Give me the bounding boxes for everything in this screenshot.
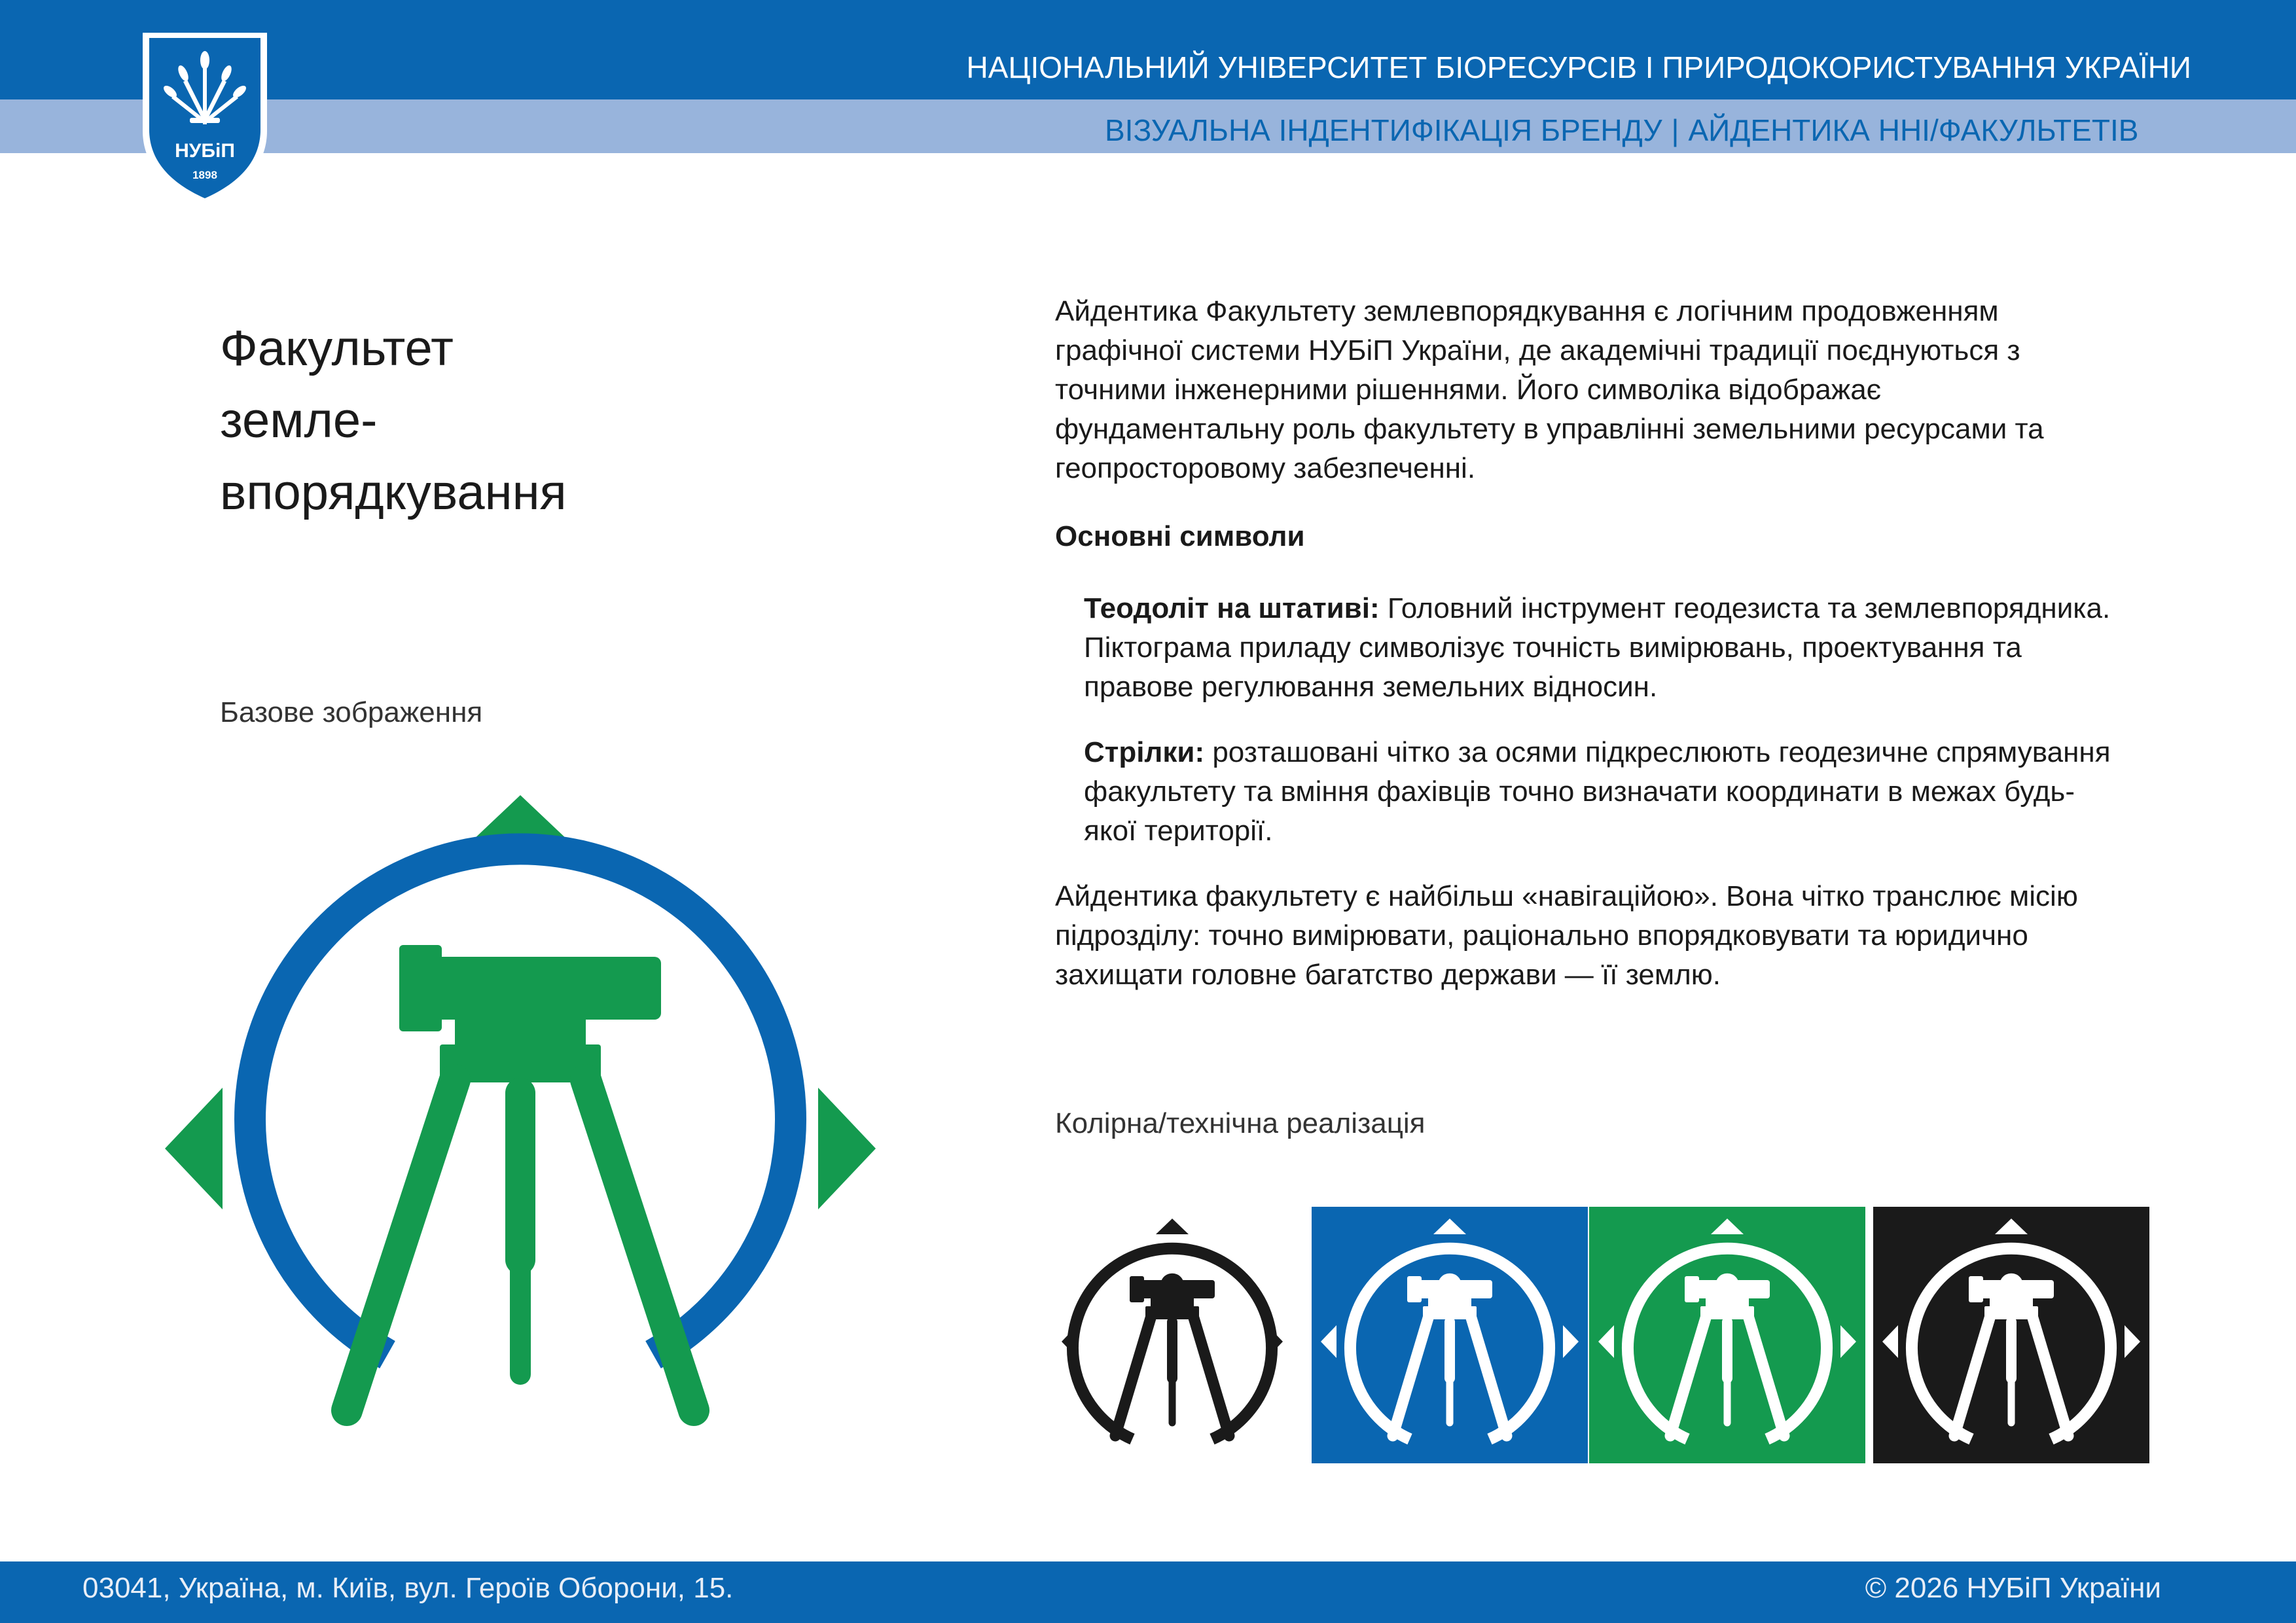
logo-year: 1898 bbox=[192, 169, 217, 181]
breadcrumb-separator: | bbox=[1671, 113, 1679, 147]
emblem-variant-dark bbox=[1873, 1207, 2149, 1463]
footer-address: 03041, Україна, м. Київ, вул. Героїв Оборони, 15. bbox=[82, 1572, 734, 1604]
section-title: ВІЗУАЛЬНА ІНДЕНТИФІКАЦІЯ БРЕНДУ bbox=[1105, 113, 1662, 147]
emblem-variant-blue bbox=[1312, 1207, 1588, 1463]
logo-name: НУБіП bbox=[175, 140, 235, 162]
theodolite-icon bbox=[347, 945, 694, 1410]
faculty-title bbox=[220, 313, 678, 529]
faculty-title-line: Факультет bbox=[220, 321, 454, 376]
emblem-variant-green bbox=[1589, 1207, 1865, 1463]
intro-paragraph: Айдентика Факультету землевпорядкування є логічним продовженням графічної системи НУБіП України, де академічні традиції поєднуються з точними інженерними рішеннями. Його символіка відображає фундаментальну роль факультету в управлінні земельними ресурсами та геопросторовому забезпеченні. bbox=[1055, 295, 2044, 484]
faculty-emblem bbox=[157, 785, 884, 1440]
emblem-black-icon bbox=[1062, 1219, 1283, 1439]
university-logo bbox=[137, 26, 272, 209]
symbol-title: Стрілки: bbox=[1084, 736, 1205, 768]
symbol-title: Теодоліт на штативі: bbox=[1084, 592, 1380, 624]
symbol-item bbox=[1084, 733, 2115, 851]
emblem-variant-black bbox=[1034, 1207, 1310, 1463]
faculty-title-line: впорядкування bbox=[220, 465, 567, 520]
university-title: НАЦІОНАЛЬНИЙ УНІВЕРСИТЕТ БІОРЕСУРСІВ І ПРИРОДОКОРИСТУВАННЯ УКРАЇНИ bbox=[966, 50, 2191, 84]
symbol-item bbox=[1084, 589, 2115, 707]
conclusion-paragraph: Айдентика факультету є найбільш «навігаційою». Вона чітко транслює місію підрозділу: точно вимірювати, раціонально впорядковувати та юридично захищати головне багатство держави — її землю. bbox=[1055, 880, 2078, 991]
section-breadcrumb bbox=[1105, 113, 2138, 148]
subsection-title: АЙДЕНТИКА ННІ/ФАКУЛЬТЕТІВ bbox=[1688, 113, 2139, 147]
symbol-text: Головний інструмент геодезиста та землевпорядника. Піктограма приладу символізує точність вимірювань, проектування та правове регулювання земельних відносин. bbox=[1084, 592, 2111, 703]
symbol-text: розташовані чітко за осями підкреслюють геодезичне спрямування факультету та вміння фахівців точно визначати координати в межах будь-якої території. bbox=[1084, 736, 2111, 847]
faculty-title-line: земле- bbox=[220, 393, 378, 448]
symbols-heading: Основні символи bbox=[1055, 520, 1305, 552]
base-image-label: Базове зображення bbox=[220, 696, 483, 728]
description bbox=[1055, 292, 2115, 995]
color-tech-label: Колірна/технічна реалізація bbox=[1055, 1107, 1426, 1139]
footer-copyright: © 2026 НУБіП України bbox=[1865, 1572, 2161, 1604]
